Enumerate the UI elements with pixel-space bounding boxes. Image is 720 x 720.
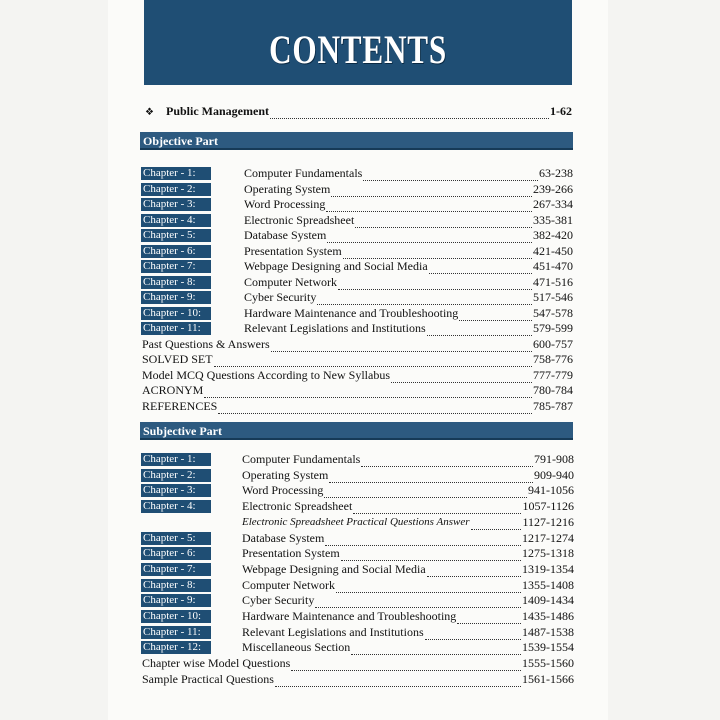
- entry-pages: 1-62: [550, 104, 572, 118]
- subjective-chapter-entry[interactable]: [242, 640, 574, 655]
- leader-dots: [315, 597, 521, 608]
- entry-pages: 267-334: [533, 197, 573, 211]
- entry-title: Computer Network: [244, 275, 337, 289]
- subjective-chapter-entry[interactable]: [242, 609, 574, 624]
- subjective-part-header: Subjective Part: [140, 422, 573, 440]
- subjective-chapter-entry[interactable]: [242, 593, 574, 608]
- entry-title: Webpage Designing and Social Media: [242, 562, 426, 576]
- entry-title: Operating System: [244, 182, 331, 196]
- page-title: CONTENTS: [269, 27, 447, 72]
- entry-title: Electronic Spreadsheet Practical Questions Answer: [242, 516, 470, 528]
- chapter-number-badge: Chapter - 2:: [141, 183, 211, 196]
- objective-chapter-entry[interactable]: [244, 213, 573, 228]
- leader-dots: [459, 310, 532, 321]
- leader-dots: [218, 403, 532, 414]
- leader-dots: [336, 582, 521, 593]
- leader-dots: [325, 535, 521, 546]
- entry-title: Model MCQ Questions According to New Syllabus: [142, 368, 390, 382]
- entry-title: Relevant Legislations and Institutions: [242, 625, 424, 639]
- objective-extra-entry[interactable]: [142, 399, 573, 414]
- entry-pages: 780-784: [533, 383, 573, 397]
- entry-pages: 451-470: [533, 259, 573, 273]
- subjective-chapter-entry[interactable]: [242, 468, 574, 483]
- entry-title: Cyber Security: [242, 593, 315, 607]
- entry-title: Chapter wise Model Questions: [142, 656, 291, 670]
- entry-pages: 909-940: [534, 468, 574, 482]
- subjective-chapter-entry[interactable]: [242, 531, 574, 546]
- entry-pages: 600-757: [533, 337, 573, 351]
- leader-dots: [327, 232, 532, 243]
- chapter-number-badge: Chapter - 12:: [141, 641, 211, 654]
- objective-extra-entry[interactable]: [142, 368, 573, 383]
- entry-pages: 777-779: [533, 368, 573, 382]
- chapter-number-badge: Chapter - 5:: [141, 229, 211, 242]
- chapter-number-badge: Chapter - 7:: [141, 260, 211, 273]
- entry-title: Presentation System: [244, 244, 342, 258]
- objective-chapter-entry[interactable]: [244, 259, 573, 274]
- chapter-number-badge: Chapter - 8:: [141, 276, 211, 289]
- chapter-number-badge: Chapter - 1:: [141, 453, 211, 466]
- entry-title: Database System: [244, 228, 327, 242]
- leader-dots: [351, 644, 521, 655]
- chapter-number-badge: Chapter - 1:: [141, 167, 211, 180]
- leader-dots: [457, 613, 521, 624]
- leader-dots: [343, 248, 532, 259]
- entry-title: Presentation System: [242, 546, 340, 560]
- chapter-number-badge: Chapter - 11:: [141, 322, 211, 335]
- leader-dots: [363, 170, 538, 181]
- entry-pages: 517-546: [533, 290, 573, 304]
- entry-pages: 1275-1318: [522, 546, 574, 560]
- subjective-chapter-entry[interactable]: [242, 546, 574, 561]
- entry-pages: 1217-1274: [522, 531, 574, 545]
- leader-dots: [471, 519, 522, 530]
- entry-title: SOLVED SET: [142, 352, 213, 366]
- entry-pages: 941-1056: [528, 483, 574, 497]
- entry-pages: 758-776: [533, 352, 573, 366]
- objective-chapter-entry[interactable]: [244, 182, 573, 197]
- entry-pages: 785-787: [533, 399, 573, 413]
- chapter-number-badge: Chapter - 4:: [141, 214, 211, 227]
- objective-chapter-entry[interactable]: [244, 321, 573, 336]
- entry-pages: 335-381: [533, 213, 573, 227]
- entry-pages: 1057-1126: [522, 499, 574, 513]
- objective-extra-entry[interactable]: [142, 352, 573, 367]
- leader-dots: [204, 387, 532, 398]
- entry-pages: 1561-1566: [522, 672, 574, 686]
- entry-pages: 63-238: [539, 166, 573, 180]
- entry-title: Computer Network: [242, 578, 335, 592]
- leader-dots: [326, 201, 532, 212]
- entry-title: Miscellaneous Section: [242, 640, 351, 654]
- entry-title: REFERENCES: [142, 399, 218, 413]
- objective-extra-entry[interactable]: [142, 383, 573, 398]
- entry-title: Electronic Spreadsheet: [242, 499, 353, 513]
- leader-dots: [427, 566, 521, 577]
- entry-title: Word Processing: [242, 483, 324, 497]
- entry-pages: 791-908: [534, 452, 574, 466]
- subjective-chapter-entry[interactable]: [242, 578, 574, 593]
- leader-dots: [331, 186, 532, 197]
- entry-title: Electronic Spreadsheet: [244, 213, 355, 227]
- chapter-number-badge: Chapter - 10:: [141, 610, 211, 623]
- objective-chapter-entry[interactable]: [244, 244, 573, 259]
- chapter-number-badge: Chapter - 9:: [141, 291, 211, 304]
- entry-title: Hardware Maintenance and Troubleshooting: [242, 609, 457, 623]
- entry-title: Public Management: [166, 104, 269, 118]
- practical-questions-entry[interactable]: [242, 515, 574, 530]
- entry-title: Relevant Legislations and Institutions: [244, 321, 426, 335]
- entry-pages: 421-450: [533, 244, 573, 258]
- entry-title: Cyber Security: [244, 290, 317, 304]
- entry-pages: 579-599: [533, 321, 573, 335]
- leader-dots: [425, 629, 521, 640]
- entry-title: Past Questions & Answers: [142, 337, 270, 351]
- objective-chapter-entry[interactable]: [244, 166, 573, 181]
- leader-dots: [270, 108, 549, 119]
- entry-pages: 1435-1486: [522, 609, 574, 623]
- entry-pages: 1555-1560: [522, 656, 574, 670]
- leader-dots: [329, 472, 533, 483]
- chapter-number-badge: Chapter - 3:: [141, 198, 211, 211]
- leader-dots: [361, 456, 533, 467]
- objective-chapter-entry[interactable]: [244, 306, 573, 321]
- objective-extra-entry[interactable]: [142, 337, 573, 352]
- entry-title: Webpage Designing and Social Media: [244, 259, 428, 273]
- entry-pages: 547-578: [533, 306, 573, 320]
- bullet-icon: ❖: [145, 107, 154, 118]
- entry-title: Hardware Maintenance and Troubleshooting: [244, 306, 459, 320]
- entry-title: Computer Fundamentals: [244, 166, 363, 180]
- chapter-number-badge: Chapter - 9:: [141, 594, 211, 607]
- entry-title: Computer Fundamentals: [242, 452, 361, 466]
- chapter-number-badge: Chapter - 8:: [141, 579, 211, 592]
- entry-title: Database System: [242, 531, 325, 545]
- entry-pages: 1487-1538: [522, 625, 574, 639]
- leader-dots: [271, 341, 532, 352]
- leader-dots: [291, 660, 521, 671]
- objective-chapter-entry[interactable]: [244, 275, 573, 290]
- entry-title: Word Processing: [244, 197, 326, 211]
- leader-dots: [324, 487, 527, 498]
- chapter-number-badge: Chapter - 6:: [141, 245, 211, 258]
- entry-pages: 1127-1216: [522, 515, 574, 529]
- entry-title: Operating System: [242, 468, 329, 482]
- chapter-number-badge: Chapter - 3:: [141, 484, 211, 497]
- entry-pages: 239-266: [533, 182, 573, 196]
- leader-dots: [338, 279, 532, 290]
- subjective-chapter-entry[interactable]: [242, 499, 574, 514]
- leader-dots: [353, 503, 521, 514]
- entry-pages: 1539-1554: [522, 640, 574, 654]
- chapter-number-badge: Chapter - 2:: [141, 469, 211, 482]
- chapter-number-badge: Chapter - 10:: [141, 307, 211, 320]
- leader-dots: [355, 217, 532, 228]
- entry-pages: 471-516: [533, 275, 573, 289]
- contents-banner: [144, 0, 572, 85]
- entry-pages: 1409-1434: [522, 593, 574, 607]
- leader-dots: [429, 263, 532, 274]
- leader-dots: [341, 550, 521, 561]
- subjective-chapter-entry[interactable]: [242, 562, 574, 577]
- leader-dots: [275, 676, 521, 687]
- chapter-number-badge: Chapter - 7:: [141, 563, 211, 576]
- entry-pages: 1355-1408: [522, 578, 574, 592]
- subjective-chapter-entry[interactable]: [242, 483, 574, 498]
- subjective-extra-entry[interactable]: [142, 656, 574, 671]
- entry-title: ACRONYM: [142, 383, 204, 397]
- entry-title: Sample Practical Questions: [142, 672, 274, 686]
- leader-dots: [391, 372, 532, 383]
- leader-dots: [317, 294, 532, 305]
- objective-chapter-entry[interactable]: [244, 228, 573, 243]
- leader-dots: [214, 356, 532, 367]
- subjective-extra-entry[interactable]: [142, 672, 574, 687]
- entry-pages: 382-420: [533, 228, 573, 242]
- chapter-number-badge: Chapter - 6:: [141, 547, 211, 560]
- entry-pages: 1319-1354: [522, 562, 574, 576]
- objective-chapter-entry[interactable]: [244, 197, 573, 212]
- objective-part-header: Objective Part: [140, 132, 573, 150]
- objective-chapter-entry[interactable]: [244, 290, 573, 305]
- subjective-chapter-entry[interactable]: [242, 625, 574, 640]
- chapter-number-badge: Chapter - 11:: [141, 626, 211, 639]
- leader-dots: [427, 325, 532, 336]
- chapter-number-badge: Chapter - 4:: [141, 500, 211, 513]
- chapter-number-badge: Chapter - 5:: [141, 532, 211, 545]
- intro-entry[interactable]: [166, 104, 572, 119]
- subjective-chapter-entry[interactable]: [242, 452, 574, 467]
